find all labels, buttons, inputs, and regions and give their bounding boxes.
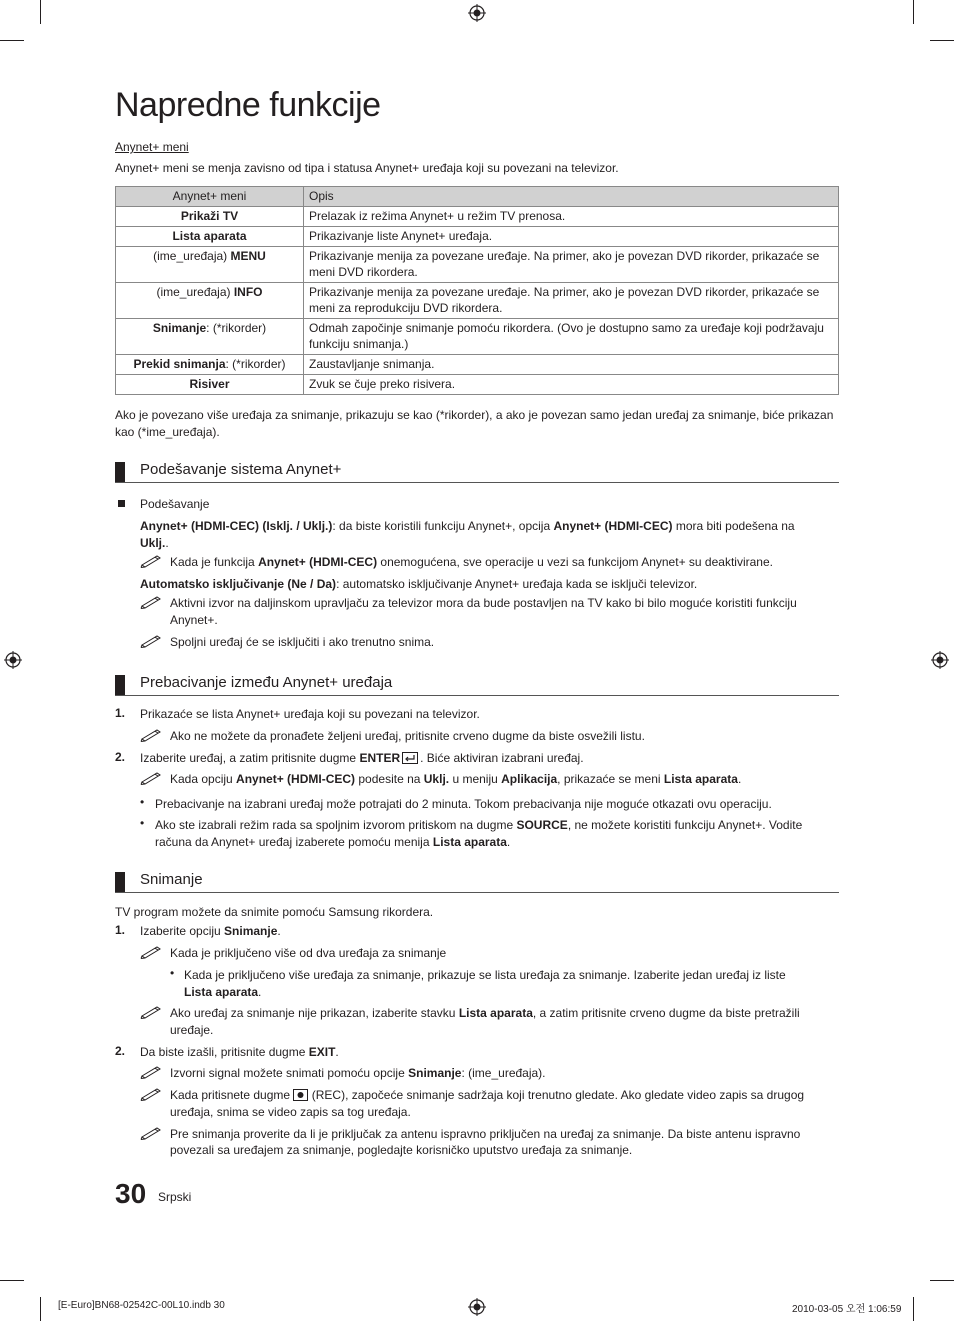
bullet-text: Lista aparata. (184, 985, 262, 999)
enter-button-icon (402, 752, 418, 764)
footer-file-info: [E-Euro]BN68-02542C-00L10.indb 30 (58, 1300, 225, 1311)
crop-mark (40, 1297, 41, 1321)
table-cell-desc: Prikazivanje menija za povezane uređaje. Na primer, ako je povezan DVD rikorder, prikazaće se meni DVD rikordera. (304, 247, 839, 283)
note-text: Kada pritisnete dugme (REC), započeće snimanje sadržaja koji trenutno gledate. Ako gledate video zapis sa drugog (170, 1088, 805, 1102)
bullet-text: Ako ste izabrali režim rada sa spoljnim izvorom pritiskom na dugme SOURCE, ne možete koristiti funkciju Anynet+. Vodite (155, 818, 803, 832)
note-text: Kada je priključeno više od dva uređaja za snimanje (170, 946, 447, 960)
table-cell-menu: Snimanje: (*rikorder) (116, 319, 304, 355)
crop-mark (0, 1280, 24, 1281)
table-cell-desc: Zaustavljanje snimanja. (304, 355, 839, 375)
note-pencil-icon (140, 554, 162, 568)
subheading-anynet-menu: Anynet+ meni (115, 140, 189, 154)
table-header-row (116, 187, 839, 207)
note-pencil-icon (140, 1005, 162, 1019)
table-cell-desc: Prikazivanje liste Anynet+ uređaja. (304, 227, 839, 247)
note-pencil-icon (140, 1065, 162, 1079)
note-pencil-icon (140, 1087, 162, 1101)
table-cell-desc: Zvuk se čuje preko risivera. (304, 375, 839, 395)
table-row (116, 375, 839, 395)
note-text: Ako ne možete da pronađete željeni uređaj, pritisnite crveno dugme da biste osvežili listu. (170, 729, 645, 743)
step-number: 1. (115, 923, 126, 937)
section-title: Snimanje (140, 871, 203, 888)
table-header-cell: Opis (304, 187, 839, 207)
table-cell-menu: Lista aparata (116, 227, 304, 247)
recording-intro: TV program možete da snimite pomoću Samsung rikordera. (115, 905, 434, 919)
bullet-text: Kada je priključeno više uređaja za snimanje, prikazuje se lista uređaja za snimanje. Izaberite jedan uređaj iz liste (184, 968, 786, 982)
registration-mark-icon (468, 4, 486, 22)
table-cell-menu: (ime_uređaja) MENU (116, 247, 304, 283)
footer-date: 2010-03-05 오전 1:06:59 (792, 1304, 902, 1315)
step-text: Izaberite opciju Snimanje. (140, 924, 281, 938)
step-text: Izaberite uređaj, a zatim pritisnite dugme ENTER . Biće aktiviran izabrani uređaj. (140, 751, 584, 765)
note-pencil-icon (140, 945, 162, 959)
anynet-menu-intro: Anynet+ meni se menja zavisno od tipa i statusa Anynet+ uređaja koji su povezani na televizor. (115, 161, 619, 175)
step-number: 2. (115, 1044, 126, 1058)
page-title: Napredne funkcije (115, 86, 381, 124)
note-text: Aktivni izvor na daljinskom upravljaču za televizor mora da bude postavljen na TV kako bi bilo moguće koristiti funkciju (170, 596, 797, 610)
option-auto-off: Automatsko isključivanje (Ne / Da): automatsko isključivanje Anynet+ uređaja kada se isključi televizor. (140, 577, 698, 591)
step-number: 1. (115, 706, 126, 720)
step-number: 2. (115, 750, 126, 764)
bullet-dot-icon: • (170, 966, 175, 980)
section-bar (115, 872, 125, 892)
table-cell-menu: Prekid snimanja: (*rikorder) (116, 355, 304, 375)
section-title: Prebacivanje između Anynet+ uređaja (140, 674, 393, 691)
note-text: Anynet+. (170, 613, 218, 627)
registration-mark-icon (931, 651, 949, 669)
table-cell-menu: Risiver (116, 375, 304, 395)
section-heading-switching (115, 673, 839, 696)
table-row (116, 319, 839, 355)
table-cell-menu: Prikaži TV (116, 207, 304, 227)
note-text: Spoljni uređaj će se isključiti i ako trenutno snima. (170, 635, 435, 649)
table-row (116, 355, 839, 375)
note-pencil-icon (140, 771, 162, 785)
registration-mark-icon (4, 651, 22, 669)
bullet-text: računa da Anynet+ uređaj izaberete pomoću menija Lista aparata. (155, 835, 511, 849)
crop-mark (913, 0, 914, 24)
bullet-text: Prebacivanje na izabrani uređaj može potrajati do 2 minuta. Tokom prebacivanja nije moguće otkazati ovu operaciju. (155, 797, 772, 811)
crop-mark (930, 1280, 954, 1281)
note-text: uređaja, snima se video zapis sa tog uređaja. (170, 1105, 411, 1119)
crop-mark (0, 40, 24, 41)
table-row (116, 283, 839, 319)
table-row (116, 247, 839, 283)
bullet-dot-icon: • (140, 816, 145, 830)
note-text: Kada opciju Anynet+ (HDMI-CEC) podesite na Uklj. u meniju Aplikacija, prikazaće se meni Lista aparata. (170, 772, 742, 786)
note-pencil-icon (140, 1126, 162, 1140)
crop-mark (930, 40, 954, 41)
note-pencil-icon (140, 728, 162, 742)
table-row (116, 207, 839, 227)
section-bar (115, 675, 125, 695)
table-cell-desc: Prikazivanje menija za povezane uređaje. Na primer, ako je povezan DVD rikorder, prikazaće se meni za reprodukciju DVD rikordera. (304, 283, 839, 319)
recorder-naming-note: Ako je povezano više uređaja za snimanje, prikazuju se kao (*rikorder), a ako je povezan samo jedan uređaj za snimanje, biće prikazan kao (*ime_uređaja). (115, 408, 834, 439)
table-row (116, 227, 839, 247)
square-bullet-icon (118, 500, 125, 507)
note-text: Ako uređaj za snimanje nije prikazan, izaberite stavku Lista aparata, a zatim pritisnite crveno dugme da biste pretražili (170, 1006, 800, 1020)
step-text: Da biste izašli, pritisnite dugme EXIT. (140, 1045, 339, 1059)
page-language: Srpski (158, 1190, 192, 1204)
note-text: Pre snimanja proverite da li je priključak za antenu ispravno priključen na uređaj za snimanje. Da biste antenu ispravno (170, 1127, 801, 1141)
anynet-menu-table (115, 186, 839, 395)
note-pencil-icon (140, 595, 162, 609)
rec-button-icon (293, 1089, 308, 1101)
step-text: Prikazaće se lista Anynet+ uređaja koji su povezani na televizor. (140, 707, 480, 721)
section-heading-anynet-setup (115, 460, 839, 483)
note-text: uređaje. (170, 1023, 214, 1037)
section-title: Podešavanje sistema Anynet+ (140, 461, 342, 478)
note-pencil-icon (140, 634, 162, 648)
crop-mark (40, 0, 41, 24)
registration-mark-icon (468, 1298, 486, 1316)
table-cell-desc: Prelazak iz režima Anynet+ u režim TV prenosa. (304, 207, 839, 227)
page-number: 30 (115, 1178, 147, 1209)
note-text: povezali sa uređajem za snimanje, pogledajte korisničko uputstvo uređaja za snimanje. (170, 1143, 633, 1157)
table-cell-desc: Odmah započinje snimanje pomoću rikordera. (Ovo je dostupno samo za uređaje koji podržavaju funkciju snimanja.) (304, 319, 839, 355)
note-text: Izvorni signal možete snimati pomoću opcije Snimanje: (ime_uređaja). (170, 1066, 546, 1080)
section-heading-recording (115, 870, 839, 893)
option-anynet-hdmi-cec-cont: Uklj.. (140, 536, 169, 550)
note-text: Kada je funkcija Anynet+ (HDMI-CEC) onemogućena, sve operacije u vezi sa funkcijom Anynet+ su deaktivirane. (170, 555, 773, 569)
bullet-dot-icon: • (140, 795, 145, 809)
section-bar (115, 462, 125, 482)
option-anynet-hdmi-cec: Anynet+ (HDMI-CEC) (Isklj. / Uklj.): da biste koristili funkciju Anynet+, opcija Anynet+ (HDMI-CEC) mora biti podešena na (140, 519, 795, 533)
table-cell-menu: (ime_uređaja) INFO (116, 283, 304, 319)
table-header-cell: Anynet+ meni (116, 187, 304, 207)
setting-label: Podešavanje (140, 497, 210, 511)
crop-mark (913, 1297, 914, 1321)
